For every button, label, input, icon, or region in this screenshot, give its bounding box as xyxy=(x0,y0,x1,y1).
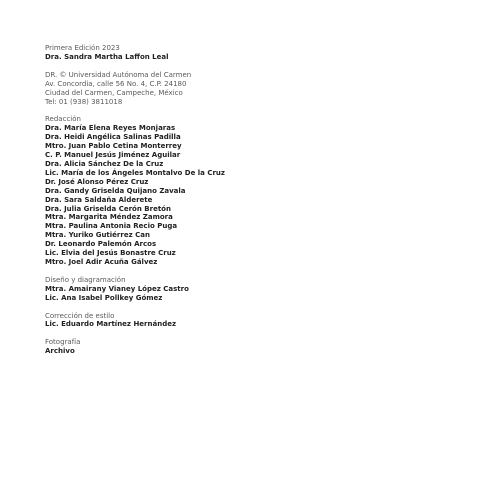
edition-section xyxy=(45,44,465,62)
redaccion-name: Lic. María de los Ángeles Montalvo De la Cruz xyxy=(45,168,225,177)
redaccion-name: Dra. María Elena Reyes Monjaras xyxy=(45,124,176,133)
redaccion-name: Dra. Heidi Angélica Salinas Padilla xyxy=(45,133,181,142)
redaccion-name: C. P. Manuel Jesús Jiménez Aguilar xyxy=(45,151,181,160)
redaccion-name: Mtra. Margarita Méndez Zamora xyxy=(45,213,173,222)
redaccion-name: Mtra. Paulina Antonia Recio Puga xyxy=(45,222,178,231)
fotografia-label: Fotografía xyxy=(45,338,81,347)
correccion-label: Corrección de estilo xyxy=(45,311,115,320)
diseno-label: Diseño y diagramación xyxy=(45,275,126,284)
redaccion-name: Dra. Sara Saldaña Alderete xyxy=(45,195,153,204)
rights-section xyxy=(45,71,465,107)
diseno-name: Lic. Ana Isabel Pollkey Gómez xyxy=(45,293,163,302)
redaccion-section xyxy=(45,115,465,266)
edition-author: Dra. Sandra Martha Laffon Leal xyxy=(45,52,169,61)
fotografia-section xyxy=(45,338,465,356)
diseno-name: Mtra. Amairany Vianey López Castro xyxy=(45,284,189,293)
redaccion-name: Mtro. Juan Pablo Cetina Monterrey xyxy=(45,142,182,151)
rights-holder: DR. © Universidad Autónoma del Carmen xyxy=(45,70,192,79)
credits-block xyxy=(45,44,465,364)
redaccion-name: Dra. Gandy Griselda Quijano Zavala xyxy=(45,186,186,195)
redaccion-name: Dr. José Alonso Pérez Cruz xyxy=(45,177,149,186)
diseno-section xyxy=(45,276,465,303)
redaccion-name: Dra. Julia Griselda Cerón Bretón xyxy=(45,204,171,213)
redaccion-name: Lic. Elvia del Jesús Bonastre Cruz xyxy=(45,249,176,258)
address-city: Ciudad del Carmen, Campeche, México xyxy=(45,88,183,97)
edition-label: Primera Edición 2023 xyxy=(45,44,120,52)
redaccion-name: Mtro. Joel Adir Acuña Gálvez xyxy=(45,257,158,266)
correccion-section xyxy=(45,312,465,330)
fotografia-name: Archivo xyxy=(45,347,75,356)
correccion-name: Lic. Eduardo Martínez Hernández xyxy=(45,320,177,329)
address-street: Av. Concordia, calle 56 No. 4, C.P. 24180 xyxy=(45,79,187,88)
redaccion-name: Mtra. Yuriko Gutiérrez Can xyxy=(45,231,150,240)
redaccion-name: Dra. Alicia Sánchez De la Cruz xyxy=(45,159,164,168)
phone-number: Tel: 01 (938) 3811018 xyxy=(45,97,123,106)
redaccion-label: Redacción xyxy=(45,115,81,124)
redaccion-name: Dr. Leonardo Palemón Arcos xyxy=(45,240,157,249)
